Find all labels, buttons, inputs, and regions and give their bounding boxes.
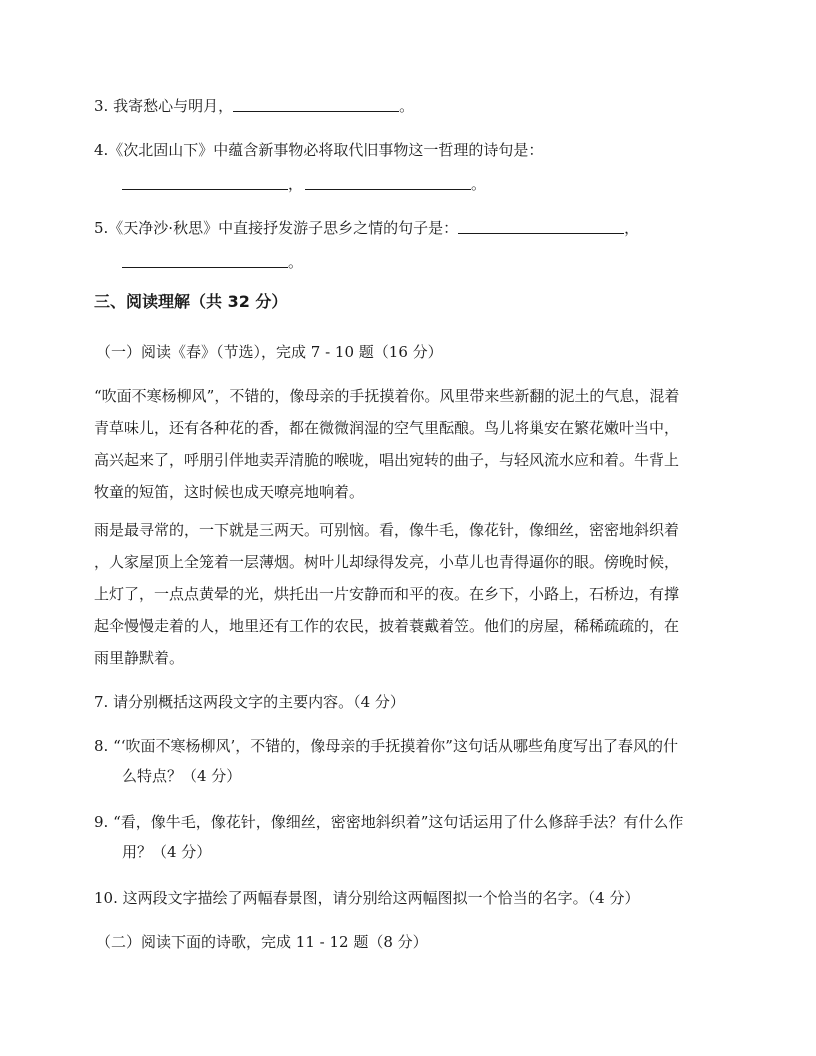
question-10: 10. 这两段文字描绘了两幅春景图，请分别给这两幅图拟一个恰当的名字。（4 分） bbox=[94, 889, 640, 907]
question-3-text: 3. 我寄愁心与明月， bbox=[94, 97, 234, 115]
question-5-blanks bbox=[122, 252, 303, 272]
paragraph-line: 起伞慢慢走着的人，地里还有工作的农民，披着蓑戴着笠。他们的房屋，稀稀疏疏的，在 bbox=[94, 617, 680, 635]
paragraph-line: 雨是最寻常的，一下就是三两天。可别恼。看，像牛毛，像花针，像细丝，密密地斜织着 bbox=[94, 521, 680, 539]
punctuation: ， bbox=[624, 219, 640, 237]
question-5-text: 5.《天净沙·秋思》中直接抒发游子思乡之情的句子是： bbox=[94, 219, 459, 237]
punctuation: 。 bbox=[399, 97, 415, 115]
punctuation: 。 bbox=[288, 253, 304, 271]
question-8-continued: 么特点？（4 分） bbox=[122, 767, 242, 785]
punctuation: 。 bbox=[471, 175, 487, 193]
question-4 bbox=[94, 140, 543, 160]
paragraph-line: “吹面不寒杨柳风”，不错的，像母亲的手抚摸着你。风里带来些新翻的泥土的气息，混着 bbox=[94, 387, 680, 405]
question-9: 9. “看，像牛毛，像花针，像细丝，密密地斜织着”这句话运用了什么修辞手法？有什么作 bbox=[94, 813, 684, 831]
question-4-text: 4.《次北固山下》中蕴含新事物必将取代旧事物这一哲理的诗句是： bbox=[94, 141, 544, 159]
passage-paragraph-1 bbox=[94, 380, 724, 508]
answer-blank[interactable] bbox=[458, 219, 624, 234]
paragraph-line: 高兴起来了，呼朋引伴地卖弄清脆的喉咙，唱出宛转的曲子，与轻风流水应和着。牛背上 bbox=[94, 451, 680, 469]
section-heading: 三、阅读理解（共 32 分） bbox=[94, 292, 288, 311]
paragraph-line: 雨里静默着。 bbox=[94, 649, 185, 667]
answer-blank[interactable] bbox=[305, 175, 471, 190]
paragraph-line: 牧童的短笛，这时候也成天嘹亮地响着。 bbox=[94, 483, 365, 501]
question-7: 7. 请分别概括这两段文字的主要内容。（4 分） bbox=[94, 693, 405, 711]
answer-blank[interactable] bbox=[122, 175, 288, 190]
question-4-blanks bbox=[122, 174, 486, 194]
paragraph-line: ，人家屋顶上全笼着一层薄烟。树叶儿却绿得发亮，小草儿也青得逼你的眼。傍晚时候， bbox=[94, 553, 680, 571]
passage-paragraph-2 bbox=[94, 514, 724, 674]
answer-blank[interactable] bbox=[122, 253, 288, 268]
question-8: 8. “‘吹面不寒杨柳风’，不错的，像母亲的手抚摸着你”这句话从哪些角度写出了春风的什 bbox=[94, 737, 678, 755]
answer-blank[interactable] bbox=[233, 97, 399, 112]
paragraph-line: 上灯了，一点点黄晕的光，烘托出一片安静而和平的夜。在乡下，小路上，石桥边，有撑 bbox=[94, 585, 680, 603]
part-1-intro: （一）阅读《春》（节选），完成 7 - 10 题（16 分） bbox=[96, 343, 443, 361]
question-3 bbox=[94, 96, 414, 116]
question-5 bbox=[94, 218, 639, 238]
paragraph-line: 青草味儿，还有各种花的香，都在微微润湿的空气里酝酿。鸟儿将巢安在繁花嫩叶当中， bbox=[94, 419, 680, 437]
part-2-intro: （二）阅读下面的诗歌，完成 11 - 12 题（8 分） bbox=[96, 933, 428, 951]
question-9-continued: 用？（4 分） bbox=[122, 843, 212, 861]
punctuation: ， bbox=[288, 175, 304, 193]
